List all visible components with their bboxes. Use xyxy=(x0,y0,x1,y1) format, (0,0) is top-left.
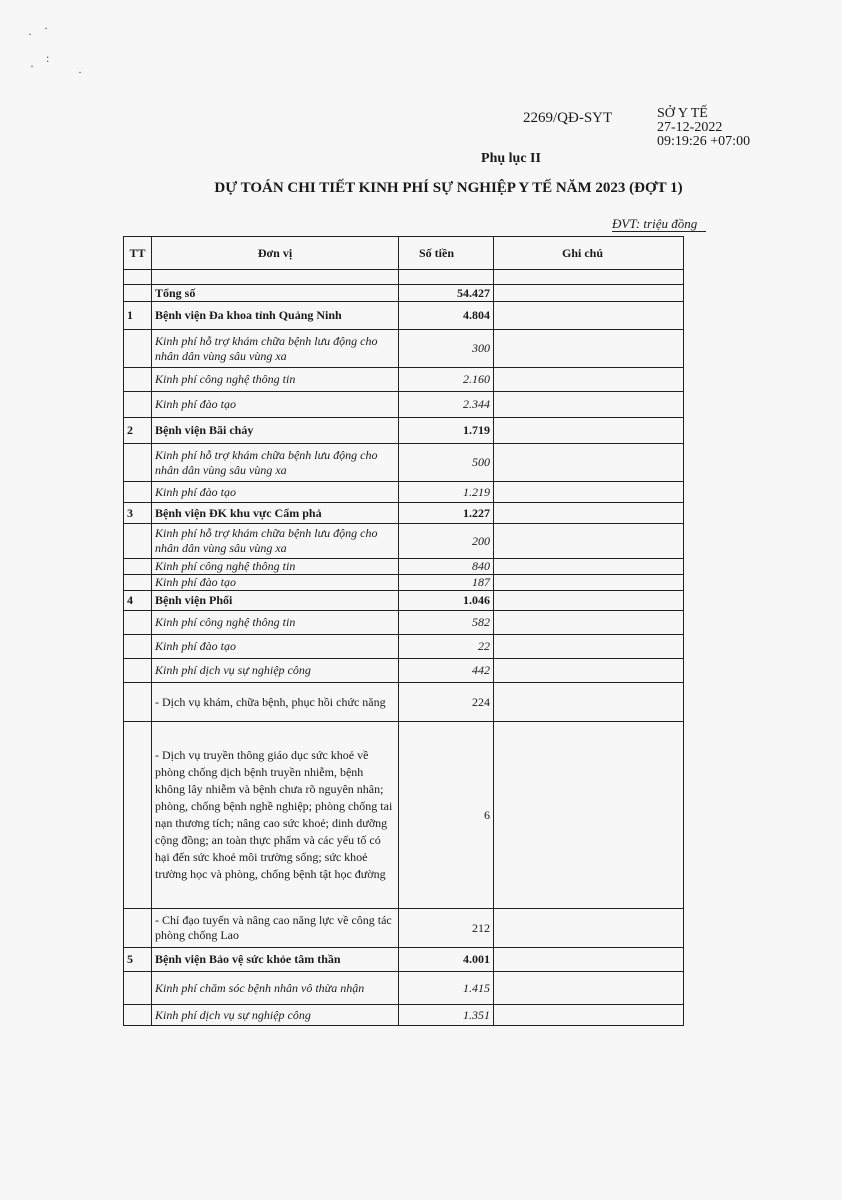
table-row xyxy=(124,559,684,575)
budget-table xyxy=(123,236,684,1026)
table-row xyxy=(124,524,684,559)
table-row xyxy=(124,330,684,368)
row-label: Kinh phí đào tạo xyxy=(152,635,399,659)
row-label: Kinh phí chăm sóc bệnh nhân vô thừa nhận xyxy=(152,972,399,1005)
row-note xyxy=(494,524,684,559)
row-amount: 22 xyxy=(399,635,494,659)
row-note xyxy=(494,635,684,659)
row-tt: 2 xyxy=(124,418,152,444)
table-row xyxy=(124,722,684,909)
row-tt xyxy=(124,659,152,683)
row-label: Bệnh viện Phổi xyxy=(152,591,399,611)
row-label: Kinh phí công nghệ thông tin xyxy=(152,611,399,635)
scan-speck: : xyxy=(46,51,50,65)
row-amount: 442 xyxy=(399,659,494,683)
signature-time: 09:19:26 +07:00 xyxy=(657,134,751,149)
table-row xyxy=(124,591,684,611)
table-row xyxy=(124,444,684,482)
row-tt xyxy=(124,909,152,948)
table-row xyxy=(124,972,684,1005)
row-note xyxy=(494,909,684,948)
table-cell xyxy=(494,285,684,302)
row-note xyxy=(494,591,684,611)
table-row xyxy=(124,302,684,330)
row-tt: 4 xyxy=(124,591,152,611)
row-label: Kinh phí hỗ trợ khám chữa bệnh lưu động cho nhân dân vùng sâu vùng xa xyxy=(152,330,399,368)
row-amount: 300 xyxy=(399,330,494,368)
row-tt xyxy=(124,482,152,503)
row-amount: 187 xyxy=(399,575,494,591)
signature-org: SỞ Y TẾ xyxy=(657,106,708,121)
row-tt xyxy=(124,524,152,559)
table-row xyxy=(124,392,684,418)
row-tt xyxy=(124,444,152,482)
row-amount: 2.344 xyxy=(399,392,494,418)
row-amount: 1.219 xyxy=(399,482,494,503)
row-label: Bệnh viện Bảo vệ sức khỏe tâm thần xyxy=(152,948,399,972)
table-row-blank xyxy=(124,270,684,285)
row-amount: 224 xyxy=(399,683,494,722)
row-label: Kinh phí đào tạo xyxy=(152,392,399,418)
row-label: Kinh phí hỗ trợ khám chữa bệnh lưu động cho nhân dân vùng sâu vùng xa xyxy=(152,444,399,482)
unit-underline xyxy=(612,231,706,232)
row-label: Bệnh viện Bãi cháy xyxy=(152,418,399,444)
table-header-row xyxy=(124,237,684,270)
table-row xyxy=(124,368,684,392)
column-header-unit: Đơn vị xyxy=(152,237,399,270)
row-tt xyxy=(124,559,152,575)
row-note xyxy=(494,1005,684,1026)
row-label: Kinh phí công nghệ thông tin xyxy=(152,559,399,575)
row-tt xyxy=(124,575,152,591)
row-amount: 1.351 xyxy=(399,1005,494,1026)
table-row xyxy=(124,659,684,683)
row-amount: 500 xyxy=(399,444,494,482)
table-row xyxy=(124,948,684,972)
row-tt xyxy=(124,683,152,722)
table-cell xyxy=(399,270,494,285)
row-note xyxy=(494,683,684,722)
unit-label: ĐVT: triệu đồng xyxy=(612,216,698,231)
digital-signature xyxy=(657,107,750,149)
row-note xyxy=(494,972,684,1005)
table-row xyxy=(124,611,684,635)
row-label: Kinh phí dịch vụ sự nghiệp công xyxy=(152,1005,399,1026)
table-cell xyxy=(124,270,152,285)
row-amount: 1.227 xyxy=(399,503,494,524)
table-row xyxy=(124,909,684,948)
table-row xyxy=(124,418,684,444)
row-note xyxy=(494,611,684,635)
row-tt xyxy=(124,635,152,659)
row-note xyxy=(494,575,684,591)
row-tt: 1 xyxy=(124,302,152,330)
row-note xyxy=(494,948,684,972)
row-amount: 582 xyxy=(399,611,494,635)
signature-date: 27-12-2022 xyxy=(657,120,723,135)
row-amount: 212 xyxy=(399,909,494,948)
row-amount: 840 xyxy=(399,559,494,575)
table-cell xyxy=(494,270,684,285)
row-tt: 3 xyxy=(124,503,152,524)
row-tt xyxy=(124,611,152,635)
row-amount: 200 xyxy=(399,524,494,559)
row-note xyxy=(494,418,684,444)
table-cell xyxy=(124,285,152,302)
table-row xyxy=(124,1005,684,1026)
row-note xyxy=(494,302,684,330)
column-header-note: Ghi chú xyxy=(494,237,684,270)
row-note xyxy=(494,659,684,683)
row-note xyxy=(494,368,684,392)
row-label: Kinh phí dịch vụ sự nghiệp công xyxy=(152,659,399,683)
row-label: Kinh phí hỗ trợ khám chữa bệnh lưu động cho nhân dân vùng sâu vùng xa xyxy=(152,524,399,559)
row-label: Kinh phí công nghệ thông tin xyxy=(152,368,399,392)
scan-speck: · xyxy=(78,65,82,79)
table-cell xyxy=(152,270,399,285)
row-label: Kinh phí đào tạo xyxy=(152,482,399,503)
row-tt xyxy=(124,392,152,418)
column-header-amount: Số tiền xyxy=(399,237,494,270)
total-amount: 54.427 xyxy=(399,285,494,302)
row-tt xyxy=(124,1005,152,1026)
table-row xyxy=(124,575,684,591)
scan-speck: · xyxy=(44,21,48,35)
row-label: - Dịch vụ truyền thông giáo dục sức khoẻ về phòng chống dịch bệnh truyền nhiễm, bệnh không lây nhiễm và bệnh chưa rõ nguyên nhân; phòng, chống bệnh nghề nghiệp; phòng chống tai nạn thương tích; nâng cao sức khoẻ; dinh dưỡng cộng đồng; an toàn thực phẩm và các yếu tố có hại đến sức khoẻ môi trường sống; sức khoẻ trường học và phòng, chống bệnh tật học đường xyxy=(152,722,399,909)
row-amount: 1.415 xyxy=(399,972,494,1005)
row-amount: 1.719 xyxy=(399,418,494,444)
page-title: DỰ TOÁN CHI TIẾT KINH PHÍ SỰ NGHIỆP Y TẾ NĂM 2023 (ĐỢT 1) xyxy=(214,180,683,196)
row-note xyxy=(494,722,684,909)
row-note xyxy=(494,559,684,575)
row-label: - Chỉ đạo tuyến và nâng cao năng lực về công tác phòng chống Lao xyxy=(152,909,399,948)
row-tt xyxy=(124,972,152,1005)
table-row-total xyxy=(124,285,684,302)
total-label: Tổng số xyxy=(152,285,399,302)
row-note xyxy=(494,444,684,482)
row-amount: 4.001 xyxy=(399,948,494,972)
row-label: Bệnh viện Đa khoa tỉnh Quảng Ninh xyxy=(152,302,399,330)
row-tt xyxy=(124,330,152,368)
scan-speck: · xyxy=(28,27,32,41)
row-amount: 6 xyxy=(399,722,494,909)
row-note xyxy=(494,330,684,368)
row-label: Bệnh viện ĐK khu vực Cẩm phả xyxy=(152,503,399,524)
table-row xyxy=(124,635,684,659)
row-note xyxy=(494,392,684,418)
row-tt xyxy=(124,368,152,392)
appendix-label: Phụ lục II xyxy=(481,151,541,166)
row-note xyxy=(494,482,684,503)
row-label: - Dịch vụ khám, chữa bệnh, phục hồi chức năng xyxy=(152,683,399,722)
scan-speck: · xyxy=(30,59,34,73)
row-label: Kinh phí đào tạo xyxy=(152,575,399,591)
row-tt: 5 xyxy=(124,948,152,972)
document-code: 2269/QĐ-SYT xyxy=(523,110,613,126)
row-amount: 1.046 xyxy=(399,591,494,611)
row-amount: 4.804 xyxy=(399,302,494,330)
table-row xyxy=(124,683,684,722)
row-tt xyxy=(124,722,152,909)
table-row xyxy=(124,503,684,524)
column-header-tt: TT xyxy=(124,237,152,270)
row-amount: 2.160 xyxy=(399,368,494,392)
table-row xyxy=(124,482,684,503)
row-note xyxy=(494,503,684,524)
